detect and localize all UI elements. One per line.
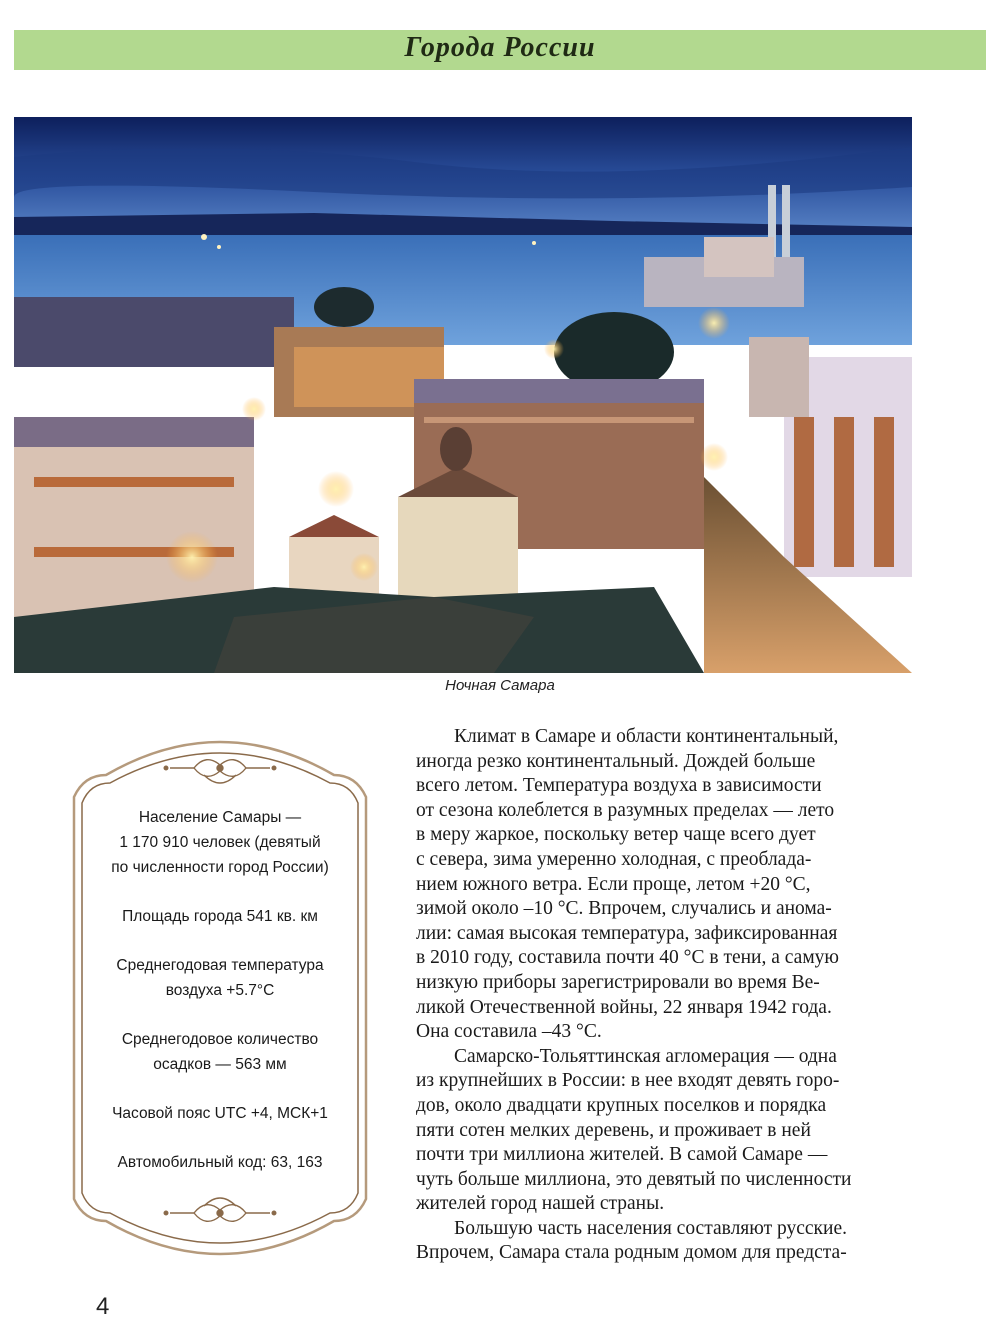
photo-caption: Ночная Самара bbox=[445, 677, 555, 694]
fact-timezone: Часовой пояс UTC +4, МСК+1 bbox=[112, 1105, 328, 1122]
top-ornament-icon bbox=[164, 760, 276, 783]
fact-area: Площадь города 541 кв. км bbox=[122, 908, 318, 925]
page-title: Города России bbox=[404, 32, 596, 63]
bottom-ornament-icon bbox=[164, 1198, 276, 1221]
paragraph-population: Большую часть населения составляют русские. Впрочем, Самара стала родным домом для предста- bbox=[416, 1217, 847, 1264]
fact-population: Население Самары — 1 170 910 человек (девятый по численности город России) bbox=[111, 809, 329, 876]
fact-temperature: Среднегодовая температура воздуха +5.7°С bbox=[116, 957, 324, 999]
fact-car-code: Автомобильный код: 63, 163 bbox=[117, 1154, 323, 1171]
fact-precipitation: Среднегодовое количество осадков — 563 мм bbox=[121, 1031, 319, 1073]
article-body bbox=[416, 725, 912, 1266]
page-number: 4 bbox=[96, 1293, 110, 1320]
night-samara-photo bbox=[14, 117, 912, 673]
paragraph-agglomeration: Самарско-Тольяттинская агломерация — одна из крупнейших в России: в нее входят девять горо- дов, около двадцати крупных поселков и порядка пяти сотен мелких деревень, и проживает в ней почти три миллиона жителей. В самой Самаре — чуть больше миллиона, это девятый по численности жителей город нашей страны. bbox=[416, 1045, 852, 1215]
facts-list bbox=[86, 805, 354, 1199]
paragraph-climate: Климат в Самаре и области континентальный, иногда резко континентальный. Дождей больше всего летом. Температура воздуха в зависимости от сезона колеблется в разумных пределах — лето в меру жаркое, поскольку ветер чаще всего дует с севера, зима умеренно холодная, с преоблада- нием южного ветра. Если проще, летом +20 °С, зимой около –10 °С. Впрочем, случались и анома- лии: самая высокая температура, зафиксированная в 2010 году, составила почти 40 °С в тени, а самую низкую приборы зарегистрировали во время Ве- ликой Отечественной войны, 22 января 1942 года. Она составила –43 °С. bbox=[416, 726, 839, 1043]
header-band bbox=[14, 30, 986, 70]
info-box bbox=[66, 713, 374, 1283]
